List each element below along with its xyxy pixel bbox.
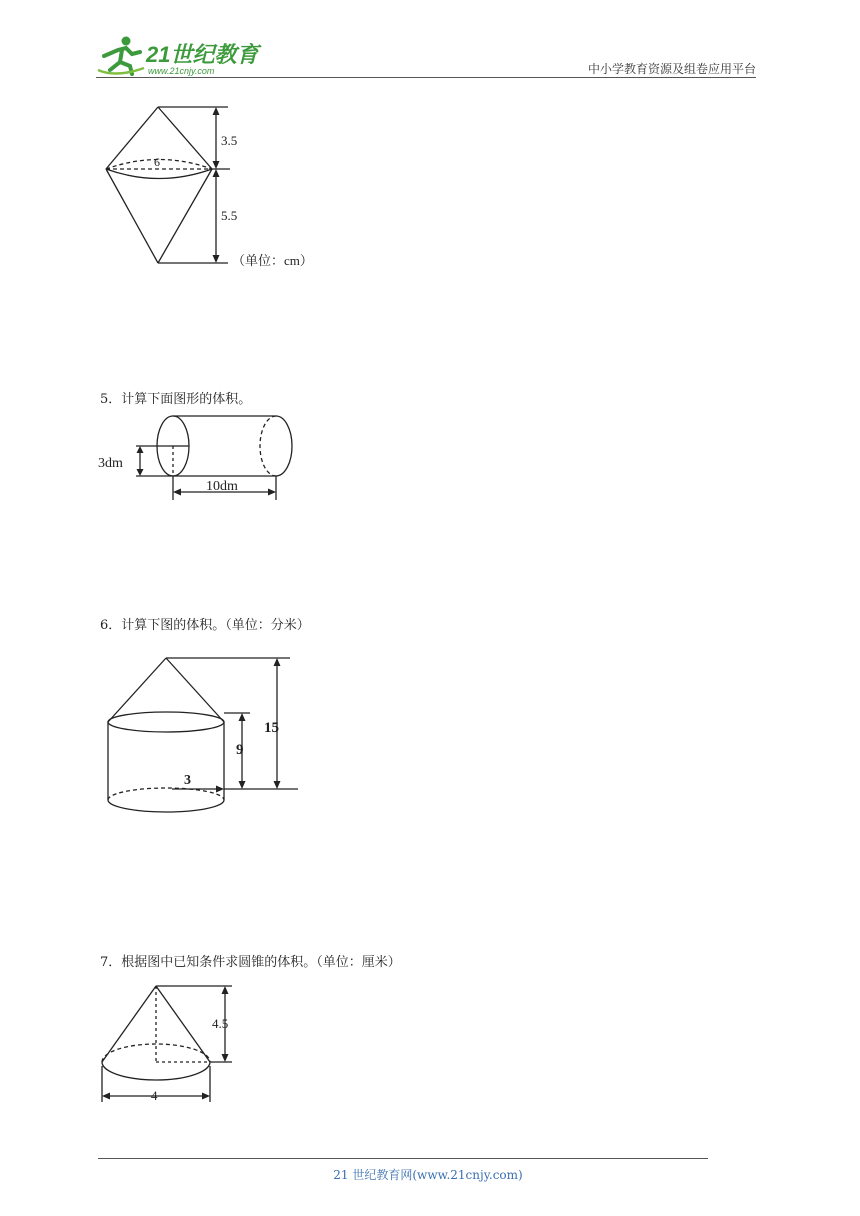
footer-site-text: 21 世纪教育网(www.21cnjy.com) xyxy=(333,1168,523,1182)
label-height: 4.5 xyxy=(212,1016,229,1031)
label-bottom-height: 5.5 xyxy=(221,208,238,223)
header-divider xyxy=(96,77,756,78)
label-diameter: 4 xyxy=(151,1088,158,1103)
label-radius: 3 xyxy=(184,773,191,788)
label-cylinder-height: 9 xyxy=(236,742,244,758)
site-logo xyxy=(96,34,266,78)
double-cone-figure xyxy=(100,100,340,275)
header-platform-text: 中小学教育资源及组卷应用平台 xyxy=(587,62,756,76)
question-5-text: 5．计算下面图形的体积。 xyxy=(100,392,252,407)
question-6-text: 6．计算下图的体积。（单位：分米） xyxy=(100,618,310,633)
logo-url: www.21cnjy.com xyxy=(148,66,215,76)
footer-divider xyxy=(98,1158,708,1159)
label-diameter: 6 xyxy=(154,155,160,169)
label-length: 10dm xyxy=(206,479,238,494)
logo-text: 21世纪教育 xyxy=(146,42,259,67)
cylinder-figure xyxy=(96,408,316,508)
label-radius: 3dm xyxy=(98,456,123,471)
question-7-text: 7．根据图中已知条件求圆锥的体积。（单位：厘米） xyxy=(100,955,401,970)
cone-figure xyxy=(96,980,256,1110)
runner-icon xyxy=(98,37,144,75)
cone-on-cylinder-figure xyxy=(100,650,310,830)
label-top-height: 3.5 xyxy=(221,133,238,148)
label-total-height: 15 xyxy=(264,720,279,736)
label-unit: （单位：cm） xyxy=(232,253,313,268)
